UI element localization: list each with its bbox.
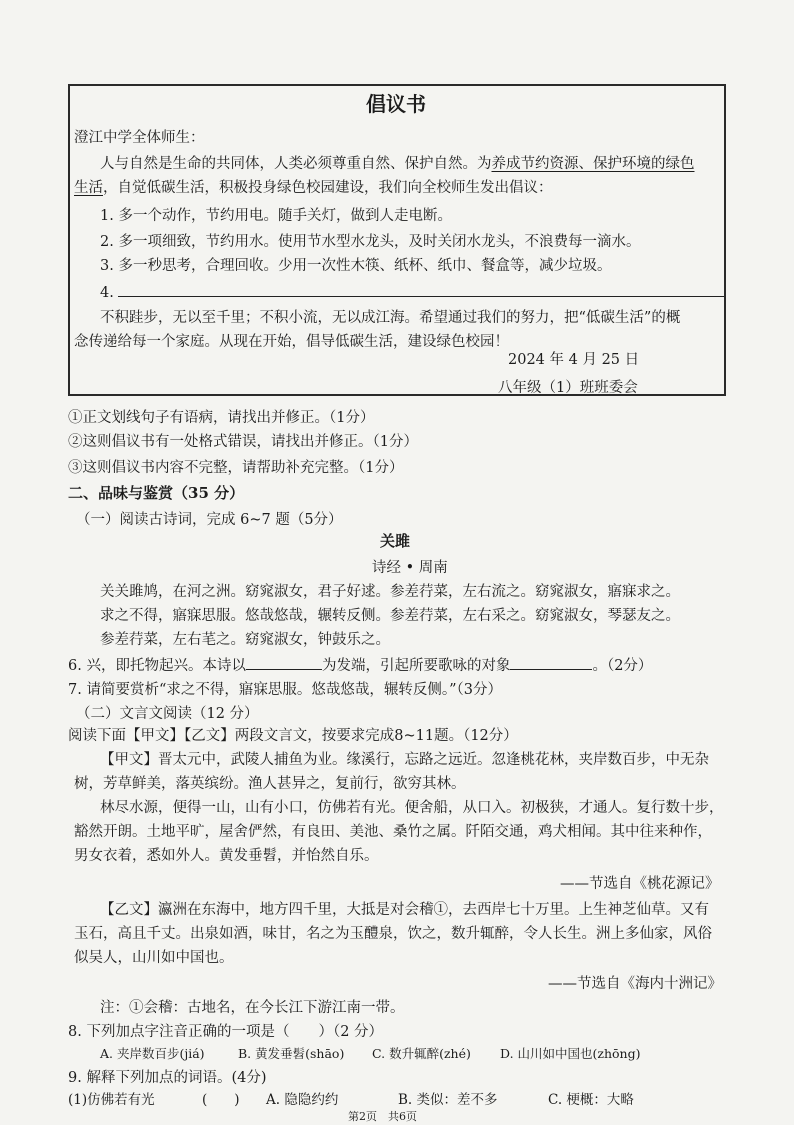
page-footer: 第2页 共6页 [348,1110,417,1123]
yi-line-1: 【乙文】瀛洲在东海中，地方四千里，大抵是对会稽①，去西岸七十万里。上生神芝仙草。又有 [100,902,709,918]
proposal-item-2: 2. 多一项细致，节约用水。使用节水型水龙头，及时关闭水龙头，不浪费每一滴水。 [100,234,641,250]
poem-line-1: 关关雎鸠，在河之洲。窈窕淑女，君子好逑。参差荇菜，左右流之。窈窕淑女，寤寐求之。 [100,584,680,600]
jia-line-1: 【甲文】晋太元中，武陵人捕鱼为业。缘溪行，忘路之远近。忽逢桃花林，夹岸数百步，中无杂 [100,752,709,768]
q9-option-b: B. 类似：差不多 [398,1092,498,1108]
intro-underlined-2: 生活 [74,180,103,196]
yi-line-3: 似吴人，山川如中国也。 [74,950,234,966]
intro-underlined-1: 养成节约资源、保护环境的绿色 [491,156,695,172]
poem-line-2: 求之不得，寤寐思服。悠哉悠哉，辗转反侧。参差荇菜，左右采之。窈窕淑女，琴瑟友之。 [100,608,680,624]
proposal-item-4 [100,282,724,301]
item-4-blank [118,282,724,297]
q6-blank-2 [510,655,592,670]
proposal-title: 倡议书 [366,92,426,116]
question-3: ③这则倡议书内容不完整，请帮助补充完整。（1分） [68,460,404,476]
question-9: 9. 解释下列加点的词语。(4分) [68,1070,267,1086]
reading-instruction: 阅读下面【甲文】【乙文】两段文言文，按要求完成8~11题。（12分） [68,728,518,744]
annotation-note: 注：①会稽：古地名，在今长江下游江南一带。 [100,1000,405,1016]
proposal-intro-line2 [74,176,553,197]
q9-item-1: (1)仿佛若有光 [68,1092,155,1108]
q9-option-a: A. 隐隐约约 [266,1092,339,1108]
q9-paren: ( ) [202,1092,240,1108]
proposal-intro-line1 [100,152,695,173]
proposal-item-3: 3. 多一秒思考，合理回收。少用一次性木筷、纸杯、纸巾、餐盒等，减少垃圾。 [100,258,612,274]
subsection-2: （二）文言文阅读（12 分） [76,706,259,722]
poem-title: 关雎 [380,532,411,550]
proposal-closing-2: 念传递给每一个家庭。从现在开始，倡导低碳生活，建设绿色校园！ [74,334,509,350]
question-7: 7. 请简要赏析“求之不得，寤寐思服。悠哉悠哉，辗转反侧。”（3分） [68,682,502,698]
yi-source: ——节选自《海内十洲记》 [548,976,722,992]
q6-blank-1 [246,655,322,670]
proposal-salutation: 澄江中学全体师生： [74,130,205,146]
jia-line-5: 男女衣着，悉如外人。黄发垂髫，并怡然自乐。 [74,848,379,864]
jia-line-2: 树，芳草鲜美，落英缤纷。渔人甚异之，复前行，欲穷其林。 [74,776,466,792]
poem-source: 诗经 • 周南 [372,560,448,576]
subsection-1: （一）阅读古诗词，完成 6~7 题（5分） [76,512,343,528]
q9-option-c: C. 梗概：大略 [548,1092,634,1108]
jia-source: ——节选自《桃花源记》 [560,876,720,892]
proposal-closing-1: 不积跬步，无以至千里；不积小流，无以成江海。希望通过我们的努力，把“低碳生活”的概 [100,310,681,326]
intro-plain-2: ，自觉低碳生活，积极投身绿色校园建设，我们向全校师生发出倡议： [103,180,553,196]
question-8: 8. 下列加点字注音正确的一项是（ ）（2 分） [68,1024,384,1040]
proposal-signature: 八年级（1）班班委会 [498,380,638,396]
q6-part-c: 。（2分） [592,658,653,674]
q8-option-d: D. 山川如中国也(zhōng) [500,1046,641,1061]
jia-line-4: 豁然开朗。土地平旷，屋舍俨然，有良田、美池、桑竹之属。阡陌交通，鸡犬相闻。其中往来种作， [74,824,712,840]
q8-option-b: B. 黄发垂髫(shāo) [238,1046,345,1061]
jia-line-3: 林尽水源，便得一山，山有小口，仿佛若有光。便舍船，从口入。初极狭，才通人。复行数十步， [100,800,724,816]
item-4-number: 4. [100,285,114,301]
section-heading: 二、品味与鉴赏（35 分） [68,484,245,502]
intro-plain-1: 人与自然是生命的共同体，人类必须尊重自然、保护自然。为 [100,156,492,172]
proposal-date: 2024 年 4 月 25 日 [508,352,640,368]
question-2: ②这则倡议书有一处格式错误，请找出并修正。（1分） [68,434,418,450]
question-6 [68,654,652,675]
q6-part-a: 6. 兴，即托物起兴。本诗以 [68,658,246,674]
q8-option-a: A. 夹岸数百步(jiá) [100,1046,205,1061]
question-1: ①正文划线句子有语病，请找出并修正。（1分） [68,410,375,426]
proposal-item-1: 1. 多一个动作，节约用电。随手关灯，做到人走电断。 [100,208,452,224]
poem-line-3: 参差荇菜，左右芼之。窈窕淑女，钟鼓乐之。 [100,632,390,648]
q8-option-c: C. 数升辄醉(zhé) [372,1046,471,1061]
yi-line-2: 玉石，高且千丈。出泉如酒，味甘，名之为玉醴泉，饮之，数升辄醉，令人长生。洲上多仙家，风俗 [74,926,712,942]
q6-part-b: 为发端，引起所要歌咏的对象 [321,658,511,674]
